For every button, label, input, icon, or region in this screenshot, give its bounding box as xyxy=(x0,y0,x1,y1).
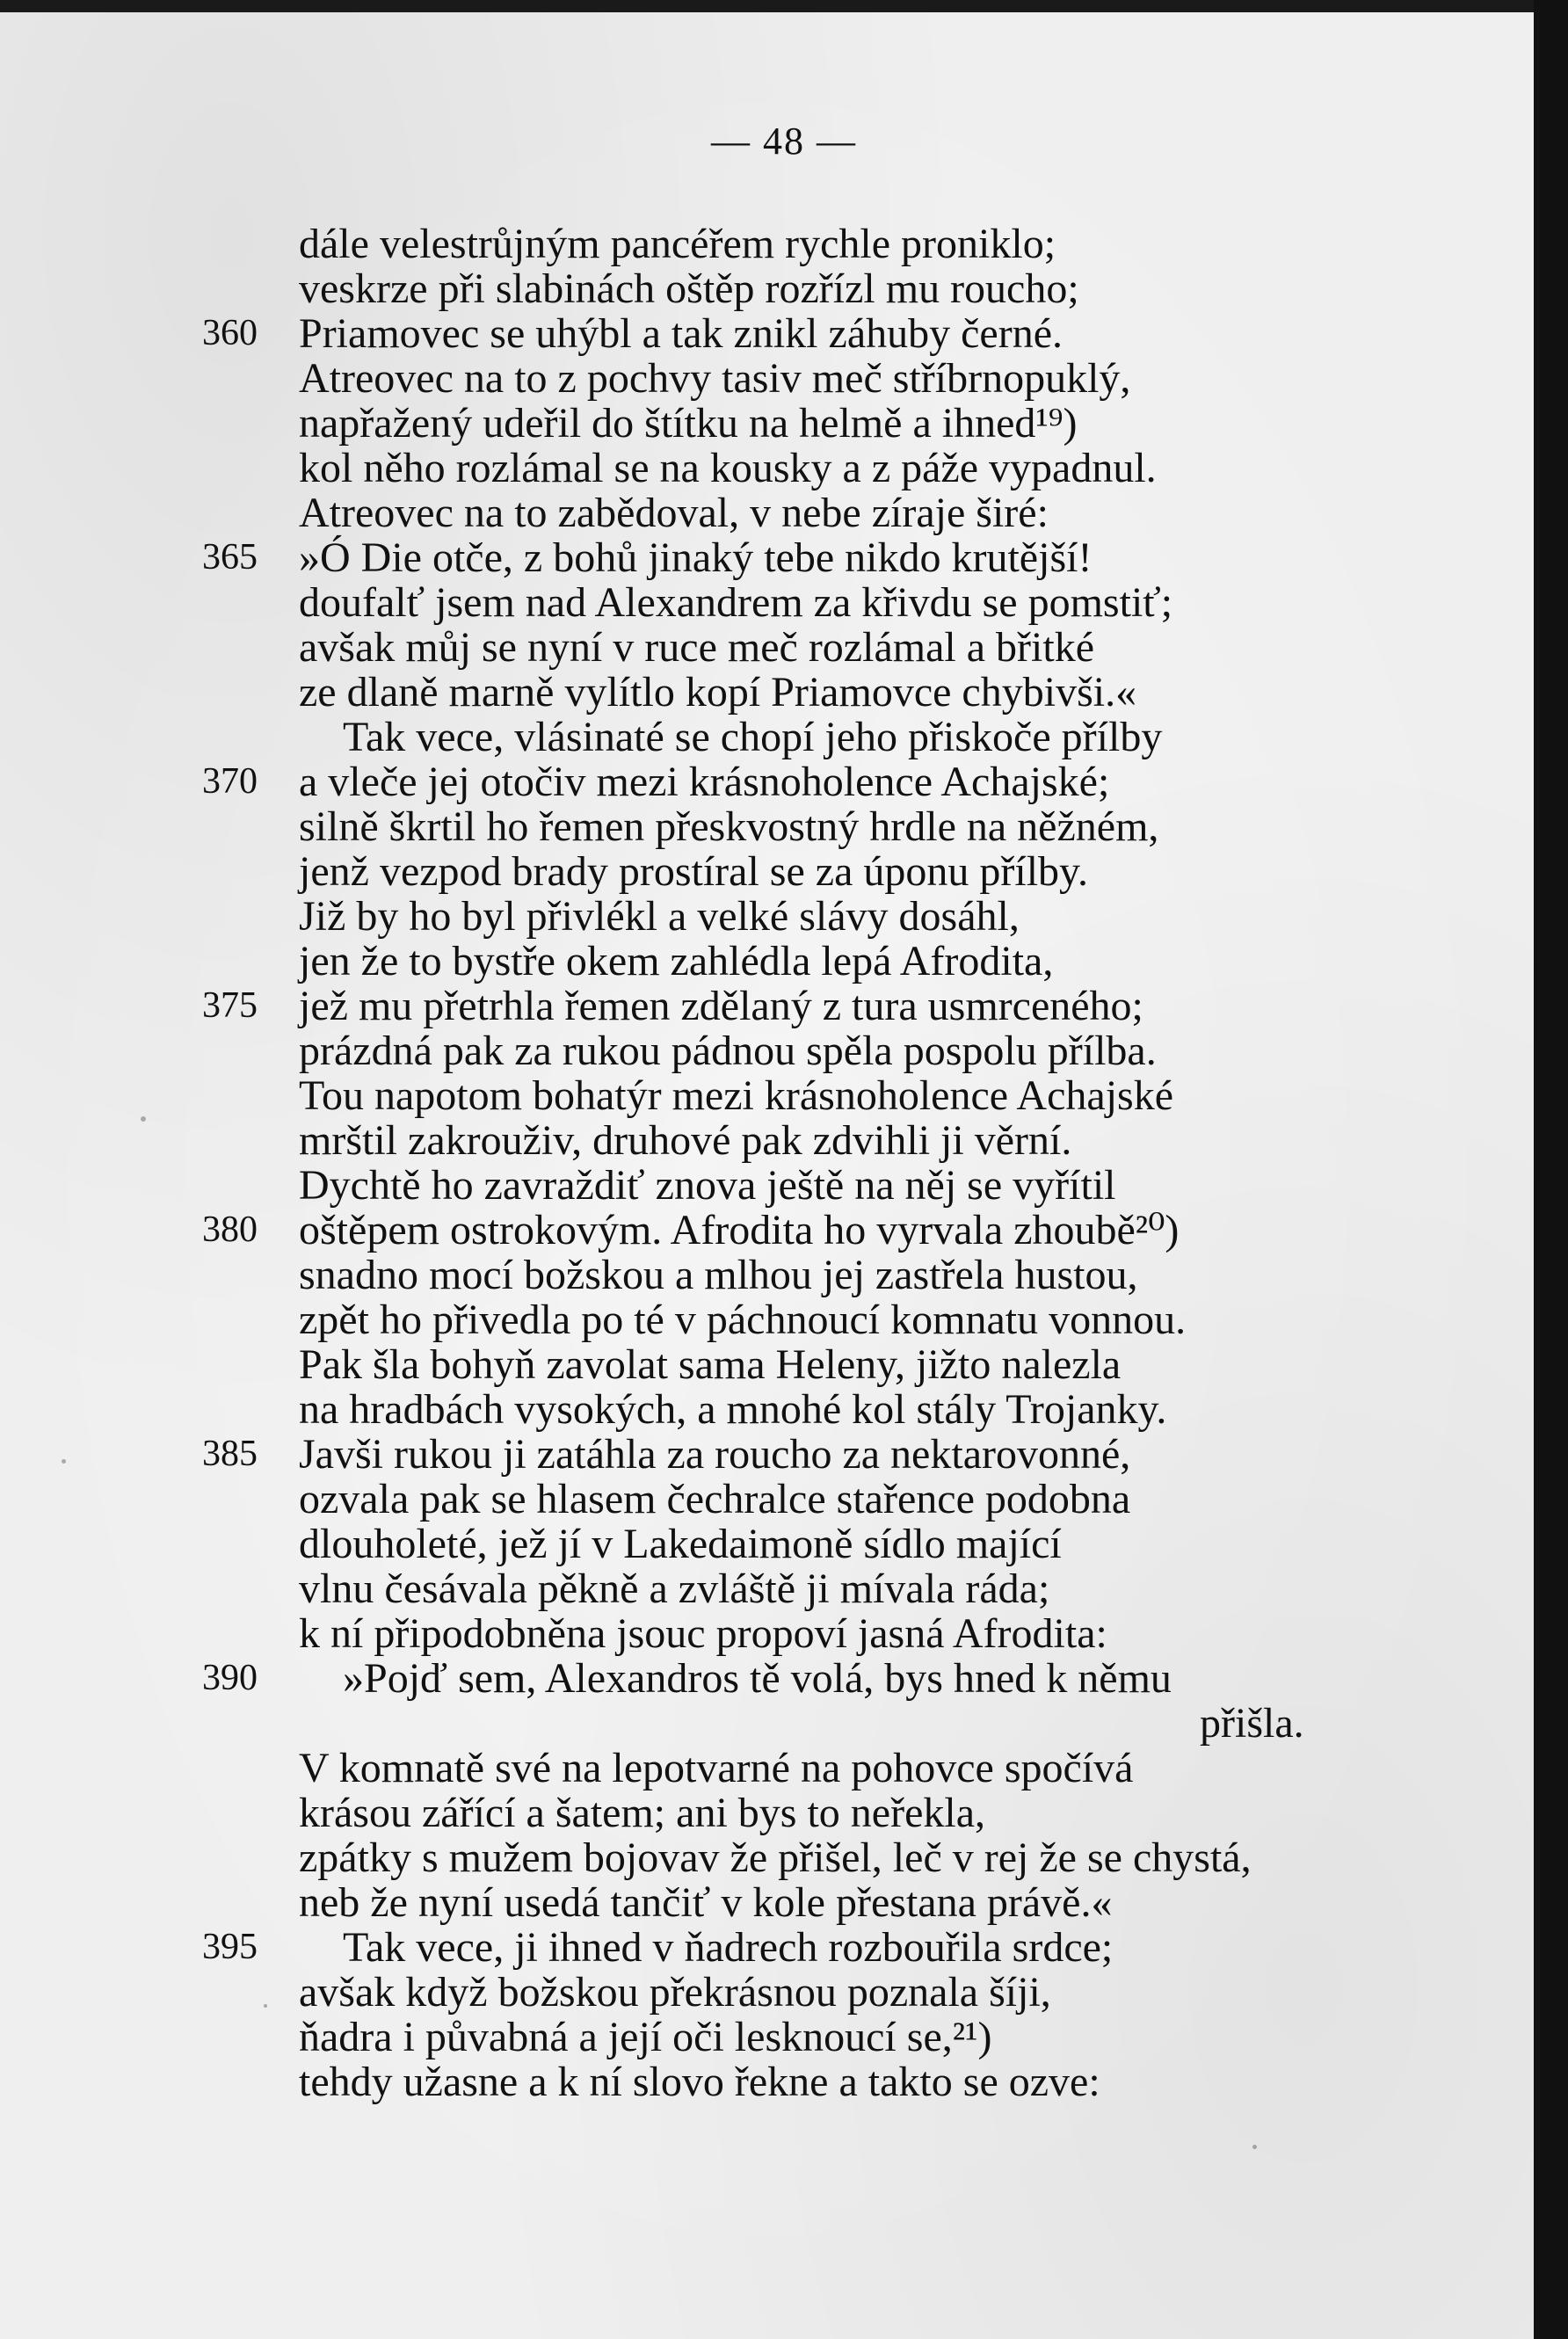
verse-line xyxy=(0,580,1568,625)
verse-line-text: jenž vezpod brady prostíral se za úponu přílby. xyxy=(299,848,1088,895)
verse-line xyxy=(0,1611,1568,1656)
verse-line-text: jež mu přetrhla řemen zdělaný z tura usmrceného; xyxy=(299,983,1143,1029)
verse-line-text: dále velestrůjným pancéřem rychle proniklo; xyxy=(299,221,1056,267)
verse-line-text: avšak když božskou překrásnou poznala šíji, xyxy=(299,1969,1051,2016)
verse-line-text: jen že to bystře okem zahlédla lepá Afrodita, xyxy=(299,938,1054,984)
verse-line-text: kol něho rozlámal se na kousky a z páže vypadnul. xyxy=(299,445,1157,491)
verse-line xyxy=(0,1028,1568,1073)
verse-line-text: Priamovec se uhýbl a tak znikl záhuby černé. xyxy=(299,310,1063,357)
verse-line xyxy=(0,670,1568,715)
verse-line xyxy=(0,894,1568,939)
verse-line-text: vlnu česávala pěkně a zvláště ji mívala ráda; xyxy=(299,1565,1050,1612)
verse-line-text: avšak můj se nyní v ruce meč rozlámal a břitké xyxy=(299,624,1094,671)
verse-line-text: krásou zářící a šatem; ani bys to neřekla, xyxy=(299,1790,986,1836)
verse-line xyxy=(0,311,1568,356)
line-number: 360 xyxy=(202,313,258,353)
verse-line xyxy=(0,1477,1568,1522)
verse-line xyxy=(0,759,1568,804)
verse-line-text: Tak vece, ji ihned v ňadrech rozbouřila srdce; xyxy=(343,1924,1114,1971)
verse-line-text: napřažený udeřil do štítku na helmě a ihned¹⁹) xyxy=(299,400,1078,447)
line-number: 375 xyxy=(202,985,258,1026)
verse-line xyxy=(0,1163,1568,1208)
verse-line-text: Tou napotom bohatýr mezi krásnoholence Achajské xyxy=(299,1072,1174,1119)
scan-edge-top xyxy=(0,0,1568,12)
line-number: 390 xyxy=(202,1658,258,1698)
verse-line xyxy=(0,1432,1568,1477)
verse-line xyxy=(0,1835,1568,1880)
paper-speck xyxy=(1252,2145,1257,2149)
verse-line-text: prázdná pak za rukou pádnou spěla pospolu přílba. xyxy=(299,1028,1157,1074)
verse-line-text: Pak šla bohyň zavolat sama Heleny, jižto nalezla xyxy=(299,1341,1122,1388)
verse-line xyxy=(0,1253,1568,1297)
verse-line-text: k ní připodobněna jsouc propoví jasná Afrodita: xyxy=(299,1610,1107,1657)
verse-line xyxy=(0,1970,1568,2015)
verse-line xyxy=(0,1387,1568,1432)
verse-line xyxy=(0,1118,1568,1163)
verse-line-text: ze dlaně marně vylítlo kopí Priamovce chybivši.« xyxy=(299,669,1137,716)
verse-line-text: oštěpem ostrokovým. Afrodita ho vyrvala zhoubě²⁰) xyxy=(299,1207,1180,1253)
line-number: 370 xyxy=(202,761,258,802)
verse-line-text: Již by ho byl přivlékl a velké slávy dosáhl, xyxy=(299,893,1020,940)
verse-line-text: veskrze při slabinách oštěp rozřízl mu roucho; xyxy=(299,265,1079,312)
page-number: — 48 — xyxy=(711,120,857,163)
verse-line xyxy=(0,1656,1568,1701)
verse-line xyxy=(0,715,1568,759)
verse-line xyxy=(0,1791,1568,1835)
verse-line xyxy=(0,625,1568,670)
verse-line xyxy=(0,1880,1568,1925)
verse-line xyxy=(0,1208,1568,1253)
verse-line xyxy=(0,446,1568,490)
verse-line-text: »Ó Die otče, z bohů jinaký tebe nikdo krutější! xyxy=(299,534,1093,581)
line-number: 380 xyxy=(202,1209,258,1250)
verse-line-text: dlouholeté, jež jí v Lakedaimoně sídlo mající xyxy=(299,1521,1062,1567)
verse-line xyxy=(0,1566,1568,1611)
verse-line-text: mrštil zakrouživ, druhové pak zdvihli ji věrní. xyxy=(299,1117,1072,1164)
verse-line xyxy=(0,2059,1568,2104)
verse-line xyxy=(0,804,1568,849)
verse-line xyxy=(0,1746,1568,1791)
verse-line-text: doufalť jsem nad Alexandrem za křivdu se pomstiť; xyxy=(299,579,1173,626)
verse-line-text: tehdy užasne a k ní slovo řekne a takto se ozve: xyxy=(299,2059,1100,2105)
verse-line-text: silně škrtil ho řemen přeskvostný hrdle na něžném, xyxy=(299,803,1159,850)
verse-line-text: zpět ho přivedla po té v páchnoucí komnatu vonnou. xyxy=(299,1297,1187,1343)
verse-line-text: a vleče jej otočiv mezi krásnoholence Achajské; xyxy=(299,759,1110,805)
verse-line xyxy=(0,1925,1568,1970)
verse-line xyxy=(0,1073,1568,1118)
verse-line xyxy=(0,535,1568,580)
verse-line xyxy=(0,1522,1568,1566)
verse-line xyxy=(0,490,1568,535)
verse-line-text: ozvala pak se hlasem čechralce stařence podobna xyxy=(299,1476,1131,1522)
verse-line-text: ňadra i půvabná a její oči lesknoucí se,²¹) xyxy=(299,2014,992,2060)
verse-line-text: snadno mocí božskou a mlhou jej zastřela hustou, xyxy=(299,1252,1138,1298)
verse-line xyxy=(0,222,1568,266)
verse-line-text: neb že nyní usedá tančiť v kole přestana právě.« xyxy=(299,1879,1113,1926)
verse-line-text: Javši rukou ji zatáhla za roucho za nektarovonné, xyxy=(299,1431,1131,1478)
line-number: 395 xyxy=(202,1927,258,1967)
verse-line-text: zpátky s mužem bojovav že přišel, leč v rej že se chystá, xyxy=(299,1834,1252,1881)
verse-line-text: Tak vece, vlásinaté se chopí jeho přiskoče přílby xyxy=(343,714,1163,760)
verse-text xyxy=(0,222,1568,2104)
verse-line-text: V komnatě své na lepotvarné na pohovce spočívá xyxy=(299,1745,1134,1791)
verse-line-text: na hradbách vysokých, a mnohé kol stály Trojanky. xyxy=(299,1386,1167,1433)
verse-line-text: Atreovec na to z pochvy tasiv meč stříbrnopuklý, xyxy=(299,355,1131,402)
verse-line xyxy=(0,1701,1568,1746)
verse-line xyxy=(0,984,1568,1028)
verse-line xyxy=(0,1342,1568,1387)
verse-line-text: »Pojď sem, Alexandros tě volá, bys hned k němu xyxy=(343,1655,1172,1702)
verse-line xyxy=(0,939,1568,984)
verse-line-text: Atreovec na to zabědoval, v nebe zíraje širé: xyxy=(299,490,1049,536)
verse-line xyxy=(0,1297,1568,1342)
verse-line xyxy=(0,266,1568,311)
verse-line-text: Dychtě ho zavraždiť znova ještě na něj se vyřítil xyxy=(299,1162,1116,1209)
verse-line-text: přišla. xyxy=(1200,1700,1304,1747)
line-number: 365 xyxy=(202,537,258,577)
verse-line xyxy=(0,356,1568,401)
verse-line xyxy=(0,849,1568,894)
verse-line xyxy=(0,2015,1568,2059)
line-number: 385 xyxy=(202,1434,258,1474)
verse-line xyxy=(0,401,1568,446)
